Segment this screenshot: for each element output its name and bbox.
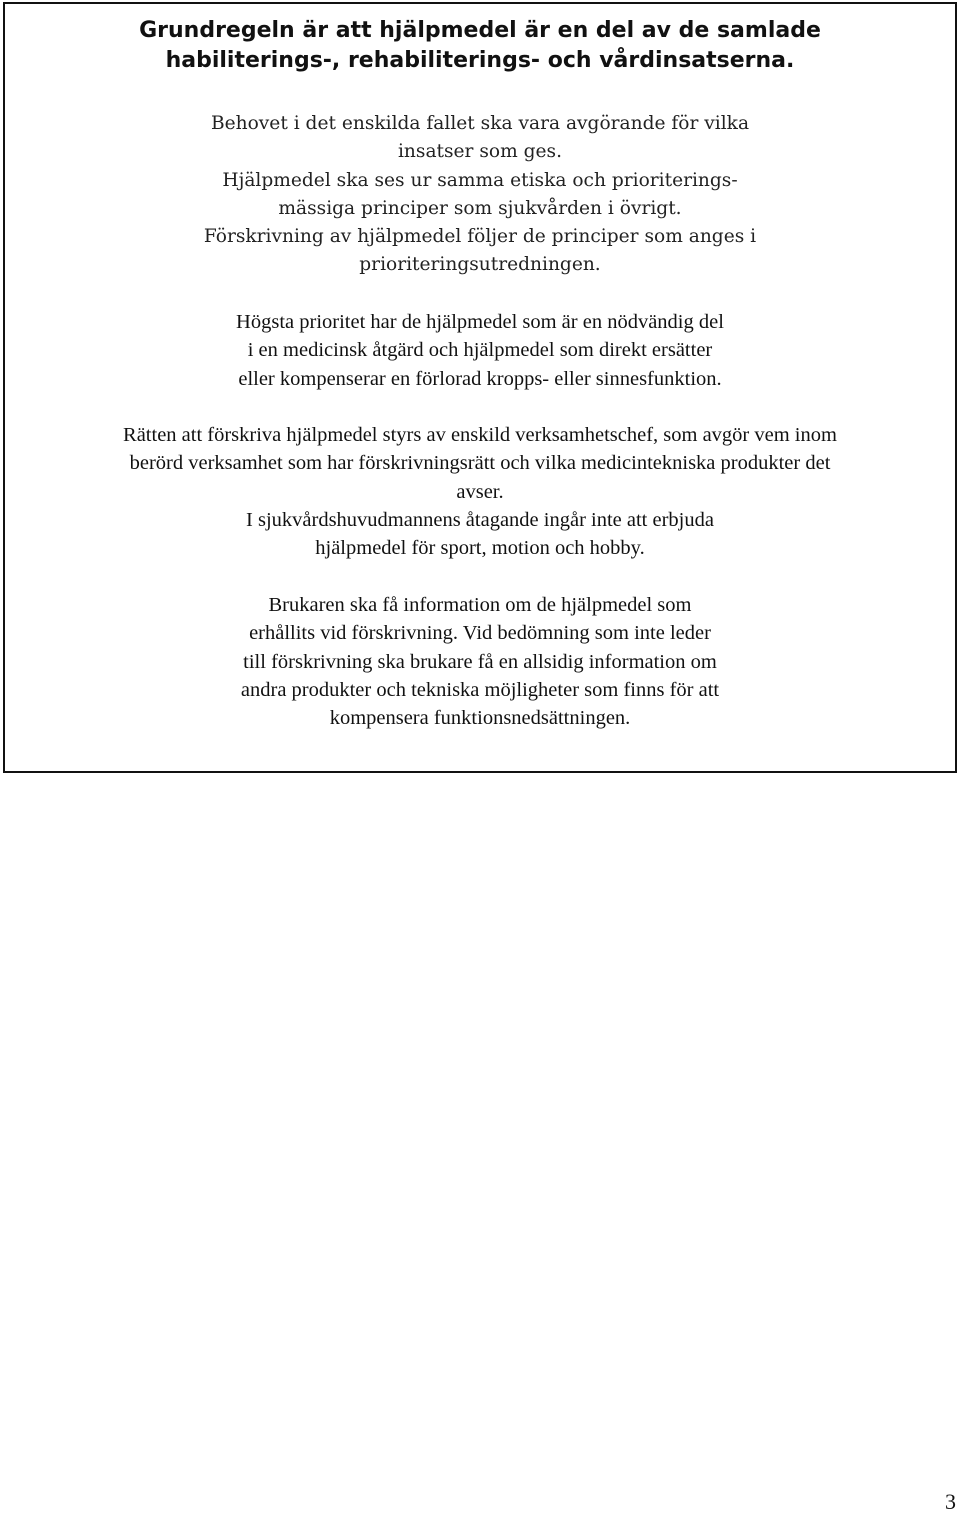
paragraph-information	[5, 591, 955, 732]
text-line: erhållits vid förskrivning. Vid bedömning som inte leder	[249, 622, 711, 645]
text-line: mässiga principer som sjukvården i övrigt.	[278, 197, 682, 219]
text-line: Högsta prioritet har de hjälpmedel som är en nödvändig del	[236, 311, 724, 333]
heading	[5, 16, 955, 76]
text-line: Brukaren ska få information om de hjälpmedel som	[268, 594, 692, 616]
text-line: andra produkter och tekniska möjligheter som finns för att	[240, 678, 720, 701]
heading-line: habiliterings-, rehabiliterings- och vårdinsatserna.	[165, 48, 795, 73]
text-line: Förskrivning av hjälpmedel följer de principer som anges i	[203, 226, 757, 248]
paragraph-prioritet	[5, 308, 955, 393]
text-line: eller kompenserar en förlorad kropps- eller sinnesfunktion.	[238, 367, 722, 390]
text-line: kompensera funktionsnedsättningen.	[329, 707, 631, 730]
text-line: Behovet i det enskilda fallet ska vara avgörande för vilka	[210, 113, 750, 134]
text-line: i en medicinsk åtgärd och hjälpmedel som direkt ersätter	[247, 339, 713, 362]
paragraph-behov	[5, 110, 955, 280]
text-line: Hjälpmedel ska ses ur samma etiska och prioriterings-	[222, 169, 738, 191]
bordered-text-box	[3, 2, 957, 773]
page-number: 3	[945, 1489, 956, 1514]
text-line: insatser som ges.	[397, 141, 562, 163]
text-line: Rätten att förskriva hjälpmedel styrs av enskild verksamhetschef, som avgör vem inom	[123, 424, 837, 446]
text-line: berörd verksamhet som har förskrivningsrätt och vilka medicintekniska produkter det	[129, 452, 831, 475]
text-line: hjälpmedel för sport, motion och hobby.	[315, 537, 645, 560]
text-line: avser.	[456, 480, 504, 503]
text-line: I sjukvårdshuvudmannens åtagande ingår inte att erbjuda	[246, 508, 714, 531]
text-line: prioriteringsutredningen.	[359, 254, 601, 276]
text-line: till förskrivning ska brukare få en allsidig information om	[243, 650, 717, 673]
heading-line: Grundregeln är att hjälpmedel är en del av de samlade	[139, 18, 821, 43]
paragraph-forskrivningsratt	[5, 421, 955, 562]
